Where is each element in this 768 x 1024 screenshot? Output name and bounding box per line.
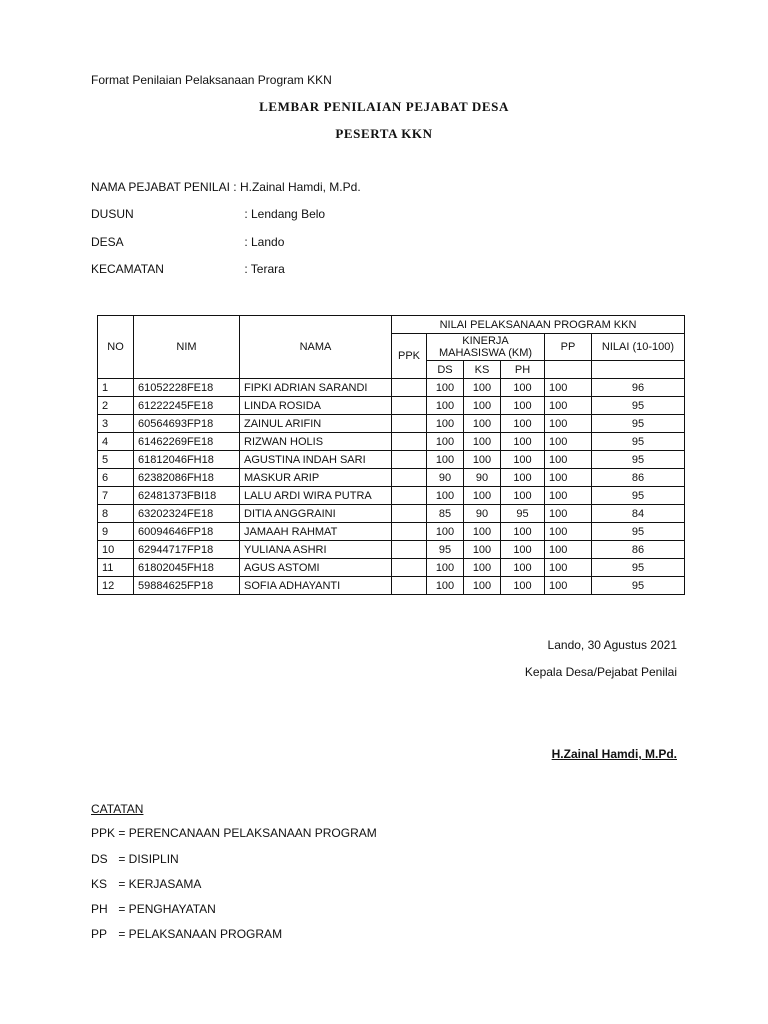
cell-pp: 100 [545, 433, 592, 451]
note-item [91, 927, 282, 941]
cell-ds: 100 [427, 559, 464, 577]
notes-title: CATATAN [91, 802, 144, 816]
cell-ppk [392, 577, 427, 595]
cell-nim: 63202324FE18 [134, 505, 240, 523]
table-row [98, 559, 685, 577]
cell-ph: 100 [501, 559, 545, 577]
table-row [98, 505, 685, 523]
cell-nilai: 95 [592, 523, 685, 541]
table-row [98, 577, 685, 595]
cell-nama: AGUSTINA INDAH SARI [240, 451, 392, 469]
cell-nama: AGUS ASTOMI [240, 559, 392, 577]
cell-ds: 100 [427, 415, 464, 433]
cell-no: 5 [98, 451, 134, 469]
cell-ks: 100 [464, 487, 501, 505]
cell-ph: 100 [501, 577, 545, 595]
table-row [98, 397, 685, 415]
header-no: NO [98, 316, 134, 379]
header-group: NILAI PELAKSANAAN PROGRAM KKN [392, 316, 685, 334]
cell-ks: 100 [464, 397, 501, 415]
cell-ppk [392, 415, 427, 433]
cell-nim: 61462269FE18 [134, 433, 240, 451]
cell-no: 1 [98, 379, 134, 397]
cell-nama: FIPKI ADRIAN SARANDI [240, 379, 392, 397]
cell-ds: 100 [427, 523, 464, 541]
table-row [98, 541, 685, 559]
cell-ppk [392, 433, 427, 451]
cell-nim: 61052228FE18 [134, 379, 240, 397]
cell-ph: 95 [501, 505, 545, 523]
cell-ks: 100 [464, 523, 501, 541]
cell-ds: 100 [427, 379, 464, 397]
cell-ds: 100 [427, 397, 464, 415]
cell-ds: 100 [427, 451, 464, 469]
cell-ds: 90 [427, 469, 464, 487]
table-row [98, 415, 685, 433]
pejabat-label: NAMA PEJABAT PENILAI [91, 180, 230, 194]
cell-nama: MASKUR ARIP [240, 469, 392, 487]
page-title: LEMBAR PENILAIAN PEJABAT DESA [259, 99, 509, 114]
note-abbr: PH [91, 902, 108, 916]
info-dusun [91, 207, 325, 221]
signature-role: Kepala Desa/Pejabat Penilai [524, 665, 677, 679]
cell-nilai: 95 [592, 487, 685, 505]
note-item [91, 877, 201, 891]
info-desa [91, 235, 284, 249]
cell-nilai: 95 [592, 577, 685, 595]
cell-pp: 100 [545, 505, 592, 523]
cell-ppk [392, 505, 427, 523]
cell-nilai: 95 [592, 451, 685, 469]
cell-nilai: 95 [592, 415, 685, 433]
note-text: = PERENCANAAN PELAKSANAAN PROGRAM [118, 826, 377, 840]
cell-ds: 100 [427, 577, 464, 595]
cell-ph: 100 [501, 487, 545, 505]
cell-ph: 100 [501, 469, 545, 487]
cell-nim: 60564693FP18 [134, 415, 240, 433]
note-item [91, 826, 377, 840]
cell-ks: 100 [464, 559, 501, 577]
signature-date: Lando, 30 Agustus 2021 [547, 638, 677, 652]
note-item [91, 852, 179, 866]
table-row [98, 379, 685, 397]
note-text: = PENGHAYATAN [118, 902, 216, 916]
note-abbr: DS [91, 852, 108, 866]
signature-name: H.Zainal Hamdi, M.Pd. [551, 747, 677, 761]
cell-ppk [392, 487, 427, 505]
assessment-table [97, 315, 685, 595]
cell-nilai: 86 [592, 469, 685, 487]
info-kecamatan [91, 262, 285, 276]
cell-ph: 100 [501, 541, 545, 559]
cell-ph: 100 [501, 379, 545, 397]
cell-no: 6 [98, 469, 134, 487]
cell-nilai: 96 [592, 379, 685, 397]
cell-pp: 100 [545, 523, 592, 541]
note-item [91, 902, 216, 916]
note-abbr: PPK [91, 826, 116, 840]
cell-ppk [392, 541, 427, 559]
cell-ph: 100 [501, 415, 545, 433]
cell-nama: LALU ARDI WIRA PUTRA [240, 487, 392, 505]
cell-nama: YULIANA ASHRI [240, 541, 392, 559]
cell-ph: 100 [501, 523, 545, 541]
cell-ks: 100 [464, 577, 501, 595]
cell-ds: 100 [427, 487, 464, 505]
kecamatan-value: : Terara [244, 262, 285, 276]
cell-ppk [392, 451, 427, 469]
note-text: = KERJASAMA [118, 877, 202, 891]
cell-ph: 100 [501, 451, 545, 469]
cell-ppk [392, 523, 427, 541]
cell-nim: 62382086FH18 [134, 469, 240, 487]
note-text: = PELAKSANAAN PROGRAM [118, 927, 283, 941]
cell-nama: JAMAAH RAHMAT [240, 523, 392, 541]
dusun-value: : Lendang Belo [244, 207, 326, 221]
cell-ks: 100 [464, 379, 501, 397]
info-pejabat [91, 180, 361, 194]
cell-ds: 85 [427, 505, 464, 523]
cell-nilai: 95 [592, 397, 685, 415]
dusun-label: DUSUN [91, 207, 134, 221]
cell-nim: 62481373FBI18 [134, 487, 240, 505]
cell-pp: 100 [545, 487, 592, 505]
table-row [98, 523, 685, 541]
kecamatan-label: KECAMATAN [91, 262, 164, 276]
cell-pp: 100 [545, 397, 592, 415]
header-ph: PH [501, 361, 545, 379]
cell-no: 4 [98, 433, 134, 451]
note-abbr: PP [91, 927, 108, 941]
header-nilai: NILAI (10-100) [592, 334, 685, 361]
cell-no: 12 [98, 577, 134, 595]
cell-pp: 100 [545, 379, 592, 397]
cell-nim: 61812046FH18 [134, 451, 240, 469]
cell-pp: 100 [545, 541, 592, 559]
cell-nilai: 86 [592, 541, 685, 559]
note-text: = DISIPLIN [118, 852, 179, 866]
table-row [98, 433, 685, 451]
cell-no: 3 [98, 415, 134, 433]
table-row [98, 469, 685, 487]
cell-no: 11 [98, 559, 134, 577]
cell-nim: 62944717FP18 [134, 541, 240, 559]
header-pp-blank [545, 361, 592, 379]
cell-ppk [392, 559, 427, 577]
cell-nama: LINDA ROSIDA [240, 397, 392, 415]
cell-no: 8 [98, 505, 134, 523]
table-row [98, 487, 685, 505]
cell-no: 2 [98, 397, 134, 415]
cell-ks: 100 [464, 433, 501, 451]
cell-ds: 100 [427, 433, 464, 451]
header-ds: DS [427, 361, 464, 379]
cell-nim: 61802045FH18 [134, 559, 240, 577]
cell-ks: 100 [464, 541, 501, 559]
header-pp: PP [545, 334, 592, 361]
cell-ppk [392, 397, 427, 415]
cell-nilai: 84 [592, 505, 685, 523]
cell-no: 7 [98, 487, 134, 505]
cell-nama: DITIA ANGGRAINI [240, 505, 392, 523]
cell-no: 10 [98, 541, 134, 559]
cell-ph: 100 [501, 397, 545, 415]
format-line: Format Penilaian Pelaksanaan Program KKN [91, 73, 332, 87]
cell-nim: 59884625FP18 [134, 577, 240, 595]
cell-pp: 100 [545, 451, 592, 469]
pejabat-value: : H.Zainal Hamdi, M.Pd. [233, 180, 361, 194]
cell-ppk [392, 469, 427, 487]
cell-ds: 95 [427, 541, 464, 559]
cell-pp: 100 [545, 469, 592, 487]
note-abbr: KS [91, 877, 108, 891]
page-subtitle: PESERTA KKN [335, 126, 433, 141]
cell-pp: 100 [545, 577, 592, 595]
cell-pp: 100 [545, 559, 592, 577]
cell-nama: SOFIA ADHAYANTI [240, 577, 392, 595]
cell-no: 9 [98, 523, 134, 541]
header-nilai-blank [592, 361, 685, 379]
desa-label: DESA [91, 235, 124, 249]
cell-ph: 100 [501, 433, 545, 451]
cell-ppk [392, 379, 427, 397]
cell-ks: 90 [464, 505, 501, 523]
cell-ks: 100 [464, 415, 501, 433]
desa-value: : Lando [244, 235, 285, 249]
cell-nilai: 95 [592, 433, 685, 451]
header-ks: KS [464, 361, 501, 379]
table-row [98, 451, 685, 469]
cell-ks: 90 [464, 469, 501, 487]
cell-nim: 61222245FE18 [134, 397, 240, 415]
table-body [98, 379, 685, 595]
cell-pp: 100 [545, 415, 592, 433]
cell-nim: 60094646FP18 [134, 523, 240, 541]
header-nim: NIM [134, 316, 240, 379]
header-nama: NAMA [240, 316, 392, 379]
cell-nama: RIZWAN HOLIS [240, 433, 392, 451]
cell-nilai: 95 [592, 559, 685, 577]
header-kinerja: KINERJA MAHASISWA (KM) [427, 334, 545, 361]
cell-ks: 100 [464, 451, 501, 469]
cell-nama: ZAINUL ARIFIN [240, 415, 392, 433]
header-ppk: PPK [392, 334, 427, 379]
